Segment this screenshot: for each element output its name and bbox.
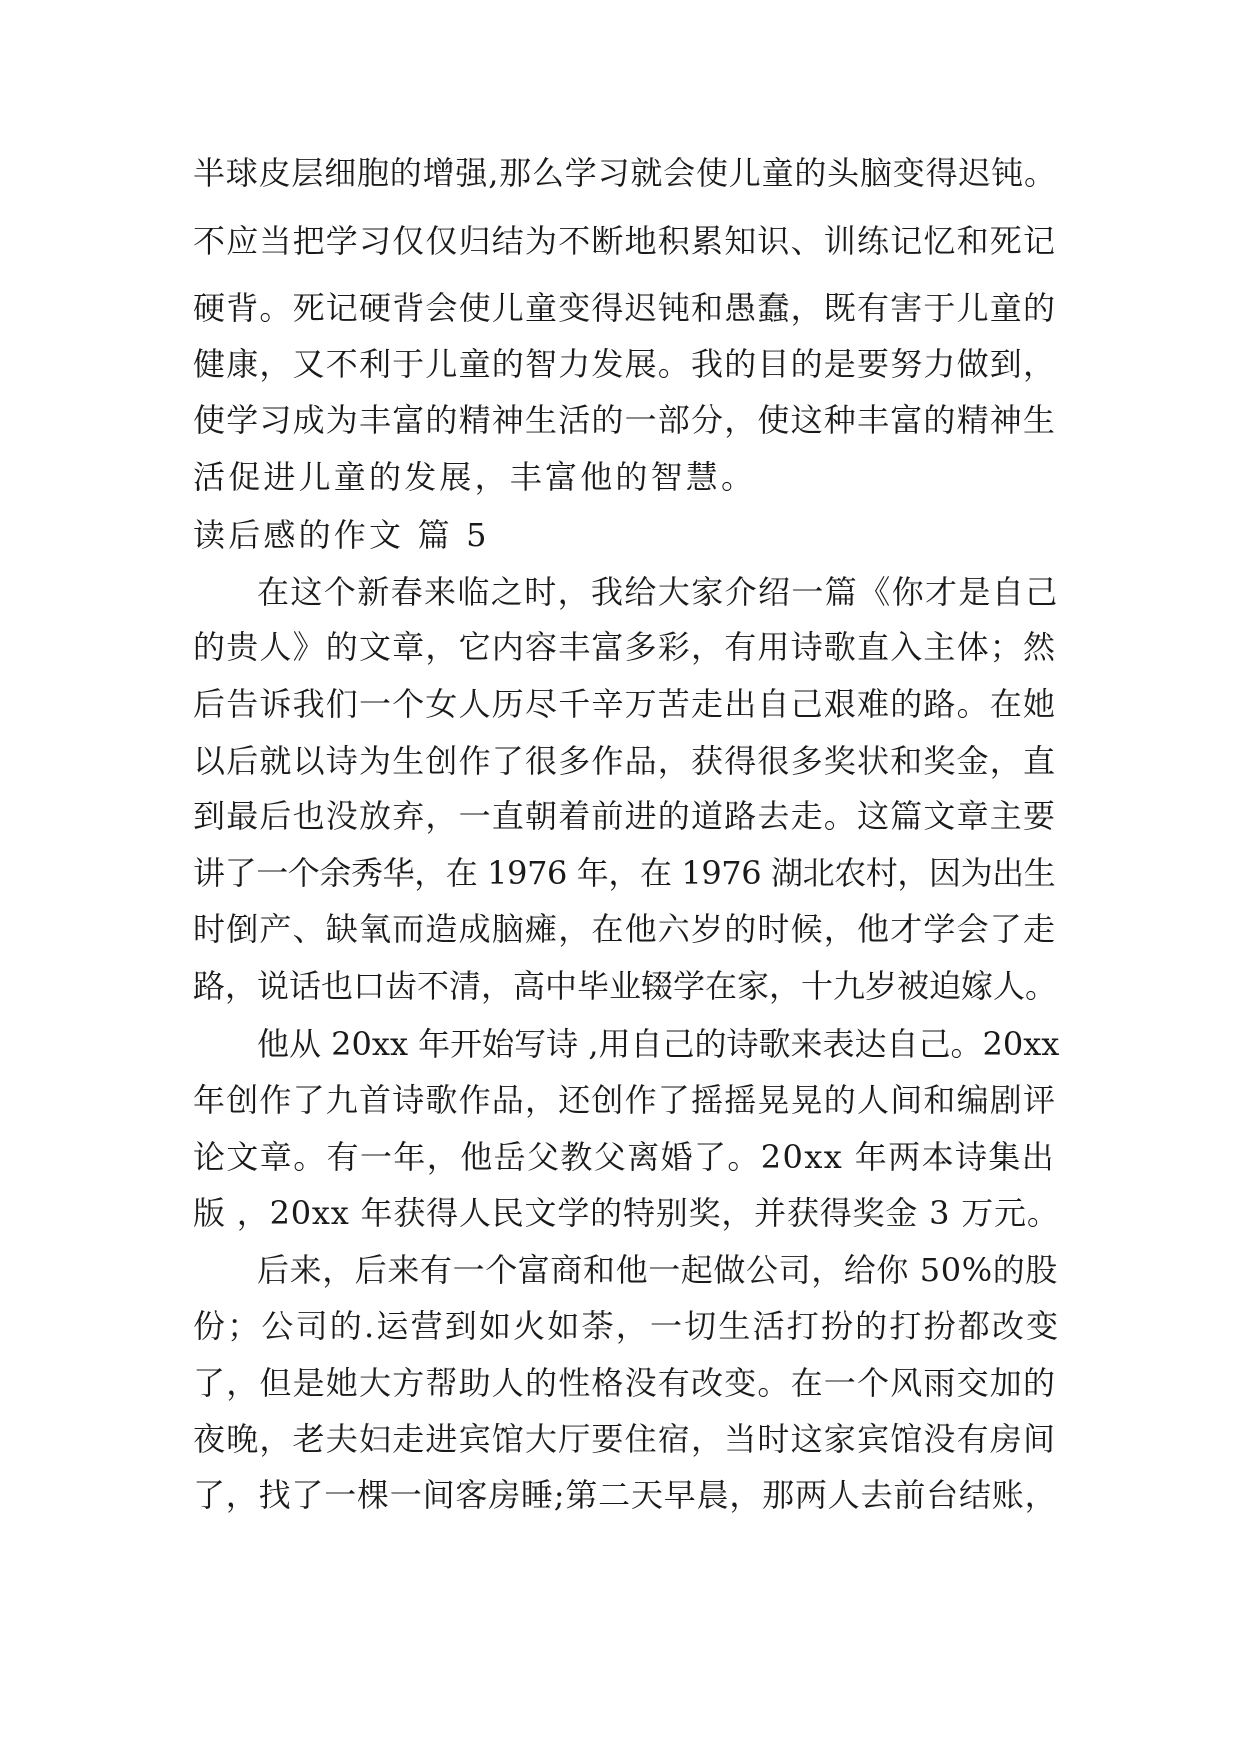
text-line: 他从 20xx 年开始写诗 ,用自己的诗歌来表达自己。20xx: [257, 1025, 1060, 1063]
text-line: 使学习成为丰富的精神生活的一部分，使这种丰富的精神生: [193, 401, 1057, 439]
text-line: 到最后也没放弃，一直朝着前进的道路去走。这篇文章主要: [193, 797, 1057, 835]
text-line: 路，说话也口齿不清，高中毕业辍学在家，十九岁被迫嫁人。: [193, 967, 1058, 1005]
text-line: 后来，后来有一个富商和他一起做公司，给你 50%的股: [257, 1251, 1058, 1289]
text-line: 了，但是她大方帮助人的性格没有改变。在一个风雨交加的: [193, 1364, 1057, 1402]
text-line: 了，找了一棵一间客房睡;第二天早晨，那两人去前台结账，: [193, 1476, 1058, 1514]
text-line: 不应当把学习仅仅归结为不断地积累知识、训练记忆和死记: [193, 222, 1057, 260]
text-line: 以后就以诗为生创作了很多作品，获得很多奖状和奖金，直: [193, 742, 1057, 780]
text-line: 健康，又不利于儿童的智力发展。我的目的是要努力做到，: [193, 345, 1057, 383]
text-line: 的贵人》的文章，它内容丰富多彩，有用诗歌直入主体；然: [193, 628, 1057, 666]
text-line: 论文章。有一年，他岳父教父离婚了。20xx 年两本诗集出: [193, 1138, 1056, 1176]
text-line: 半球皮层细胞的增强,那么学习就会使儿童的头脑变得迟钝。: [193, 154, 1057, 192]
text-line: 夜晚，老夫妇走进宾馆大厅要住宿，当时这家宾馆没有房间: [193, 1420, 1057, 1458]
text-line: 后告诉我们一个女人历尽千辛万苦走出自己艰难的路。在她: [193, 685, 1057, 723]
text-line: 份；公司的.运营到如火如荼，一切生活打扮的打扮都改变: [193, 1307, 1061, 1345]
text-line: 活促进儿童的发展，丰富他的智慧。: [193, 458, 757, 496]
text-line: 年创作了九首诗歌作品，还创作了摇摇晃晃的人间和编剧评: [193, 1081, 1057, 1119]
text-line: 时倒产、缺氧而造成脑瘫，在他六岁的时候，他才学会了走: [193, 910, 1057, 948]
text-line: 讲了一个余秀华，在 1976 年，在 1976 湖北农村，因为出生: [193, 854, 1056, 892]
text-line: 硬背。死记硬背会使儿童变得迟钝和愚蠢，既有害于儿童的: [193, 289, 1057, 327]
section-heading: 读后感的作文 篇 5: [193, 516, 490, 554]
text-line: 版 ，20xx 年获得人民文学的特别奖，并获得奖金 3 万元。: [193, 1194, 1060, 1232]
text-line: 在这个新春来临之时，我给大家介绍一篇《你才是自己: [257, 573, 1059, 611]
